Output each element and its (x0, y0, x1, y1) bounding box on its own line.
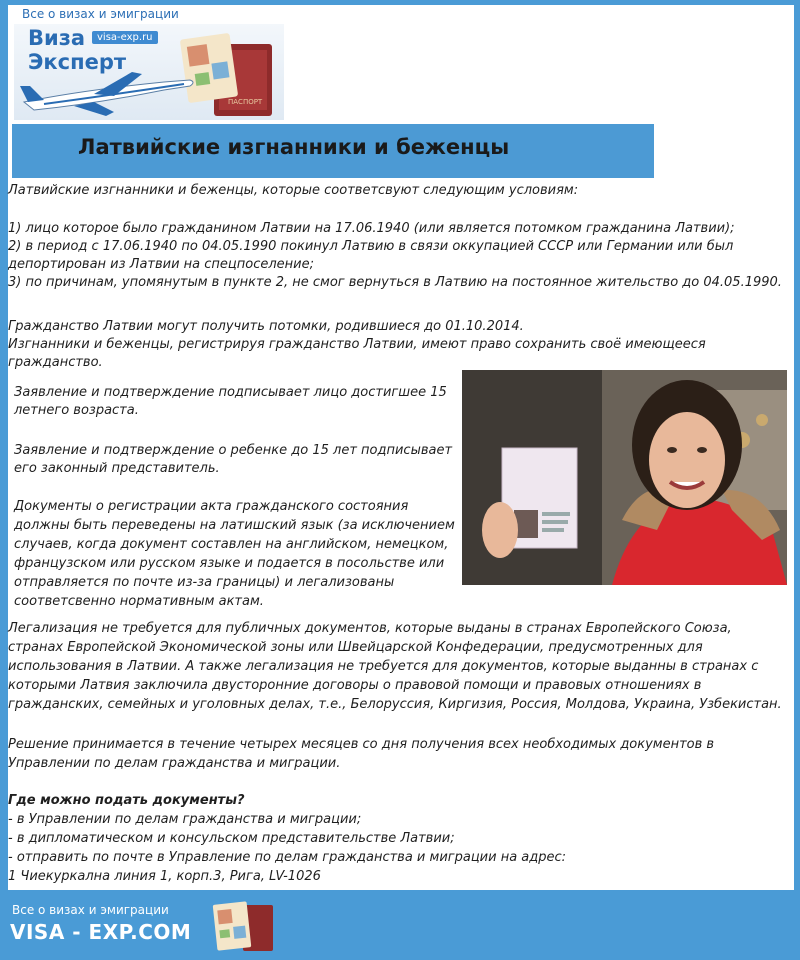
side-text-line: должны быть переведены на латишский язык (за исключением (14, 518, 455, 533)
woman-with-passport-photo (462, 370, 787, 585)
logo-url-badge: visa-exp.ru (92, 31, 158, 44)
side-text-line: случаев, когда документ составлен на английском, немецком, (14, 537, 449, 552)
paragraph-line: Гражданство Латвии могут получить потомки, родившиеся до 01.10.2014. (8, 319, 524, 334)
decision-line: Решение принимается в течение четырех месяцев со дня получения всех необходимых документов в (8, 737, 715, 752)
side-text-line: его законный представитель. (14, 461, 220, 476)
where-item: - отправить по почте в Управление по делам гражданства и миграции на адрес: (8, 850, 567, 865)
legalization-line: странах Европейской Экономической зоны или Швейцарской Конфедерации, предусмотренных для (8, 640, 703, 655)
condition-line: депортирован из Латвии на спецпоселение; (8, 257, 315, 272)
title-banner (12, 124, 654, 178)
side-text-line: отправляется по почте из-за границы) и легализованы (14, 575, 395, 590)
paragraph-line: Изгнанники и беженцы, регистрируя гражданство Латвии, имеют право сохранить своё имеющееся (8, 337, 706, 352)
legalization-line: гражданских, семейных и уголовных делах, т.е., Белоруссия, Киргизия, Россия, Молдова, Украина, Узбекистан. (8, 697, 782, 712)
where-item: - в дипломатическом и консульском представительстве Латвии; (8, 831, 455, 846)
intro-text: Латвийские изгнанники и беженцы, которые соответсвуют следующим условиям: (8, 183, 579, 198)
legalization-line: которыми Латвия заключила двусторонние договоры о правовой помощи и правовых отношениях в (8, 678, 702, 693)
condition-line: 3) по причинам, упомянутым в пункте 2, не смог вернуться в Латвию на постоянное жительство до 04.05.1990. (8, 275, 782, 290)
footer-tagline: Все о визах и эмиграции (12, 903, 169, 917)
legalization-line: Легализация не требуется для публичных документов, которые выданы в странах Европейского Союза, (8, 621, 732, 636)
site-logo[interactable] (14, 24, 284, 120)
passport-icon (207, 899, 277, 955)
side-text-line: французском или русском языке и подается в посольстве или (14, 556, 445, 571)
condition-line: 1) лицо которое было гражданином Латвии на 17.06.1940 (или является потомком гражданина Латвии); (8, 221, 735, 236)
where-item: - в Управлении по делам гражданства и миграции; (8, 812, 362, 827)
legalization-line: использования в Латвии. А также легализация не требуется для документов, которые выданны в странах с (8, 659, 759, 674)
condition-line: 2) в период с 17.06.1940 по 04.05.1990 покинул Латвию в связи оккупацией СССР или Германии или был (8, 239, 734, 254)
decision-line: Управлении по делам гражданства и миграции. (8, 756, 341, 771)
header-tagline: Все о визах и эмиграции (22, 7, 179, 21)
side-text-line: летнего возраста. (14, 403, 139, 418)
page-title: Латвийские изгнанники и беженцы (78, 135, 510, 159)
footer-brand[interactable]: VISA - EXP.COM (10, 920, 192, 944)
logo-title-line2: Эксперт (28, 50, 127, 74)
side-text-line: соответсвенно нормативным актам. (14, 594, 264, 609)
side-text-line: Заявление и подтверждение о ребенке до 15 лет подписывает (14, 443, 453, 458)
side-text-line: Заявление и подтверждение подписывает лицо достигшее 15 (14, 385, 447, 400)
logo-title-line1: Виза (28, 26, 86, 50)
where-heading: Где можно подать документы? (8, 793, 245, 808)
side-text-line: Документы о регистрации акта гражданского состояния (14, 499, 409, 514)
paragraph-line: гражданство. (8, 355, 103, 370)
where-item: 1 Чиекуркална линия 1, корп.3, Рига, LV-1026 (8, 869, 321, 884)
svg-text:ПАСПОРТ: ПАСПОРТ (228, 98, 263, 106)
